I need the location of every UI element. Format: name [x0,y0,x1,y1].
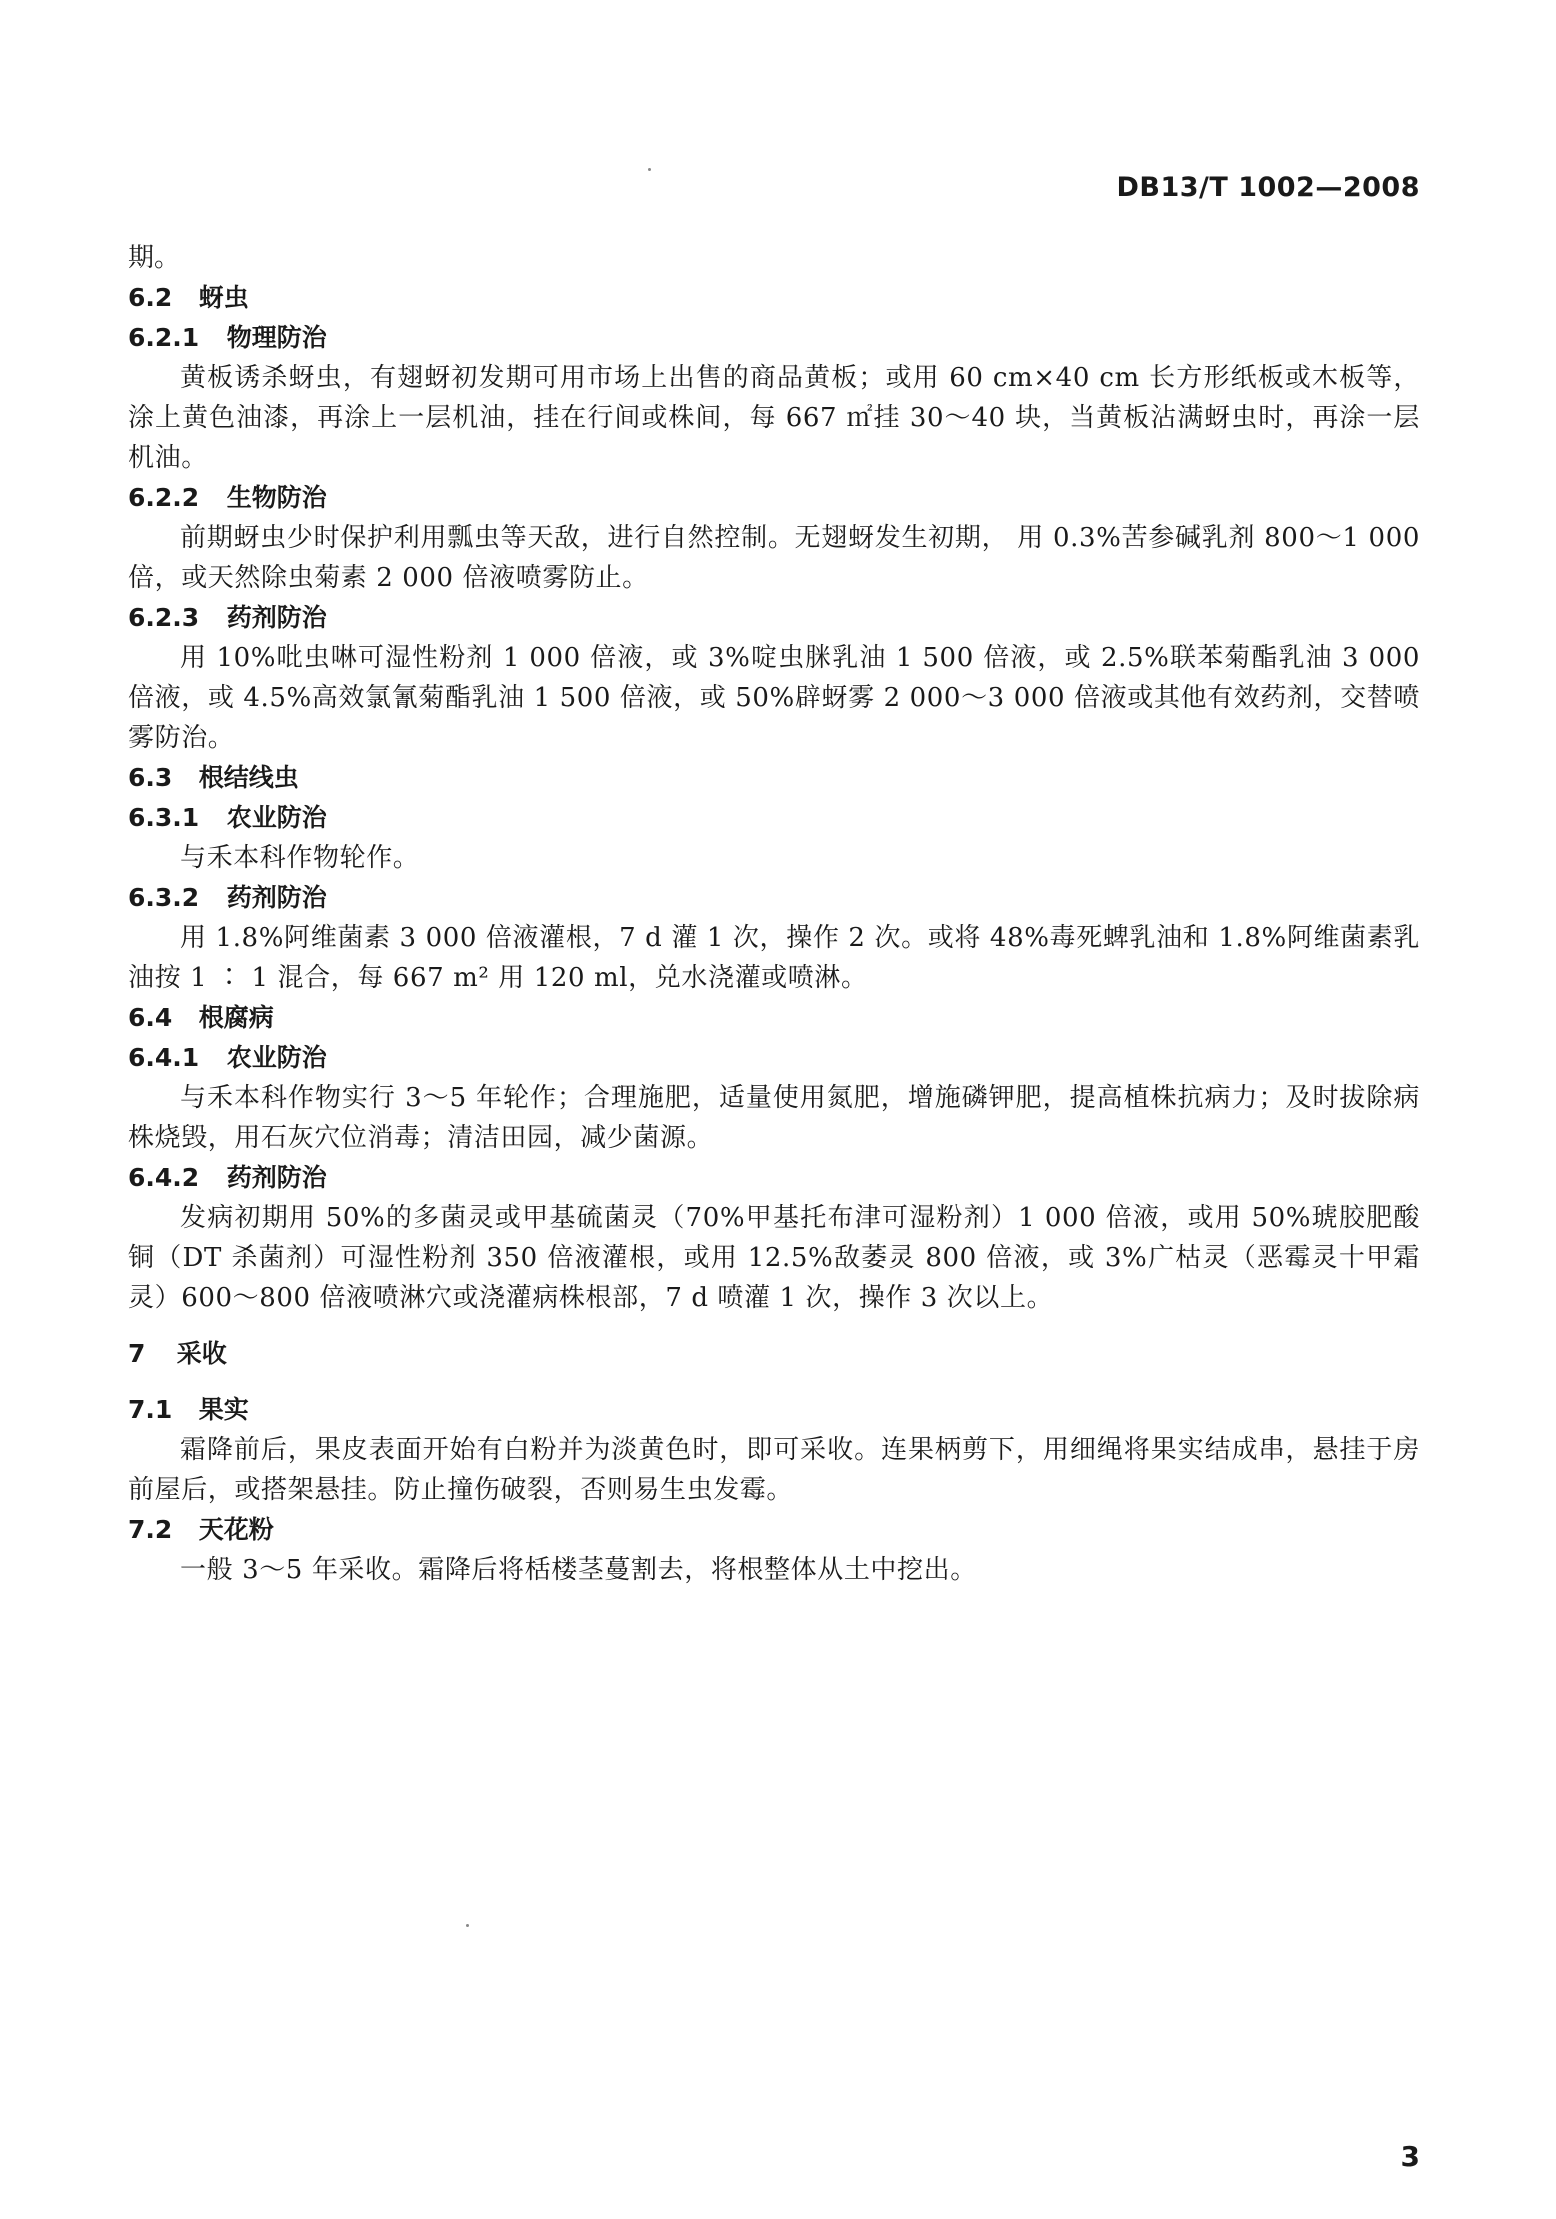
chapter-title: 采收 [176,1339,227,1368]
section-number: 6.4.2 [128,1163,200,1192]
section-body-6-3-2: 用 1.8%阿维菌素 3 000 倍液灌根，7 d 灌 1 次，操作 2 次。或将 48%毒死蜱乳油和 1.8%阿维菌素乳油按 1 ∶ 1 混合，每 667 m² 用 120 ml，兑水浇灌或喷淋。 [128,923,1420,993]
section-body-7-2: 一般 3～5 年采收。霜降后将栝楼茎蔓割去，将根整体从土中挖出。 [180,1555,977,1585]
section-body-6-3-1: 与禾本科作物轮作。 [180,843,420,873]
section-title: 天花粉 [198,1515,274,1544]
document-body [128,238,1420,1590]
section-heading-6-3-1 [128,798,1420,838]
section-heading-6-4-2 [128,1158,1420,1198]
page-number: 3 [1400,2140,1420,2173]
section-body-6-4-2: 发病初期用 50%的多菌灵或甲基硫菌灵（70%甲基托布津可湿粉剂）1 000 倍液，或用 50%琥胶肥酸铜（DT 杀菌剂）可湿性粉剂 350 倍液灌根，或用 12.5%敌萎灵 800 倍液，或 3%广枯灵（恶霉灵十甲霜灵）600～800 倍液喷淋穴或浇灌病株根部，7 d 喷灌 1 次，操作 3 次以上。 [128,1203,1420,1313]
section-heading-6-2-1 [128,318,1420,358]
section-body-6-4-1: 与禾本科作物实行 3～5 年轮作；合理施肥，适量使用氮肥，增施磷钾肥，提高植株抗病力；及时拔除病株烧毁，用石灰穴位消毒；清洁田园，减少菌源。 [128,1083,1420,1153]
section-body-6-2-3: 用 10%吡虫啉可湿性粉剂 1 000 倍液，或 3%啶虫脒乳油 1 500 倍液，或 2.5%联苯菊酯乳油 3 000 倍液，或 4.5%高效氯氰菊酯乳油 1 500 倍液，或 50%辟蚜雾 2 000～3 000 倍液或其他有效药剂，交替喷雾防治。 [128,643,1420,753]
section-title: 农业防治 [226,1043,327,1072]
chapter-number: 7 [128,1339,146,1368]
section-number: 6.2.3 [128,603,200,632]
section-body-6-2-2: 前期蚜虫少时保护利用瓢虫等天敌，进行自然控制。无翅蚜发生初期， 用 0.3%苦参碱乳剂 800～1 000 倍，或天然除虫菊素 2 000 倍液喷雾防止。 [128,523,1420,593]
section-heading-6-4-1 [128,1038,1420,1078]
section-title: 物理防治 [226,323,327,352]
section-heading-6-2 [128,278,1420,318]
section-number: 6.4.1 [128,1043,200,1072]
section-title: 农业防治 [226,803,327,832]
section-title: 药剂防治 [226,883,327,912]
document-code: DB13/T 1002—2008 [1116,172,1420,203]
section-heading-7-2 [128,1510,1420,1550]
continuation-text: 期。 [128,243,181,273]
section-heading-6-4 [128,998,1420,1038]
section-title: 蚜虫 [198,283,249,312]
section-number: 6.3.2 [128,883,200,912]
section-heading-7-1 [128,1390,1420,1430]
section-title: 根结线虫 [198,763,299,792]
section-number: 6.3 [128,763,173,792]
scan-speck [648,168,651,171]
section-number: 6.4 [128,1003,173,1032]
section-body-7-1: 霜降前后，果皮表面开始有白粉并为淡黄色时，即可采收。连果柄剪下，用细绳将果实结成串，悬挂于房前屋后，或搭架悬挂。防止撞伤破裂，否则易生虫发霉。 [128,1435,1420,1505]
section-title: 根腐病 [198,1003,274,1032]
chapter-heading-7 [128,1334,1420,1374]
section-number: 7.2 [128,1515,173,1544]
section-body-6-2-1: 黄板诱杀蚜虫，有翅蚜初发期可用市场上出售的商品黄板；或用 60 cm×40 cm 长方形纸板或木板等，涂上黄色油漆，再涂上一层机油，挂在行间或株间，每 667 ㎡挂 30～40 块，当黄板沾满蚜虫时，再涂一层机油。 [128,363,1420,473]
section-heading-6-2-3 [128,598,1420,638]
section-number: 7.1 [128,1395,173,1424]
section-title: 果实 [198,1395,249,1424]
section-number: 6.2 [128,283,173,312]
section-heading-6-3-2 [128,878,1420,918]
section-title: 药剂防治 [226,603,327,632]
section-number: 6.2.2 [128,483,200,512]
section-heading-6-3 [128,758,1420,798]
scan-speck [466,1924,469,1927]
section-title: 生物防治 [226,483,327,512]
section-heading-6-2-2 [128,478,1420,518]
section-number: 6.2.1 [128,323,200,352]
section-title: 药剂防治 [226,1163,327,1192]
section-number: 6.3.1 [128,803,200,832]
